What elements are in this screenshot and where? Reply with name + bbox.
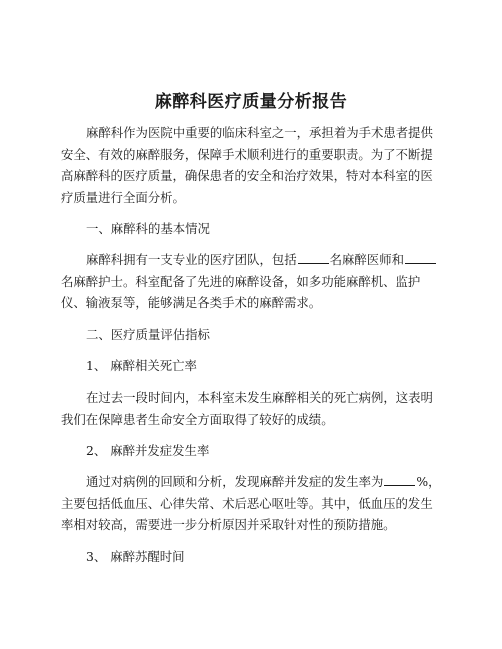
section2-heading: 二、医疗质量评估指标 (86, 327, 210, 342)
section1-paragraph (61, 249, 443, 314)
item2-heading: 2、 麻醉并发症发生率 (86, 443, 210, 458)
section1-text-part3: 名麻醉护士。科室配备了先进的麻醉设备，如多功能麻醉机、监护仪、输液泵等，能够满足各类手术的麻醉需求。 (61, 273, 421, 310)
item2-paragraph (61, 471, 443, 536)
section1-heading: 一、麻醉科的基本情况 (86, 221, 210, 236)
document-title: 麻醉科医疗质量分析报告 (154, 92, 348, 112)
fill-blank (384, 473, 415, 486)
item3-heading: 3、 麻醉苏醒时间 (86, 549, 185, 564)
section1-text-part2: 名麻醉医师和 (329, 252, 404, 267)
section1-text-part1: 麻醉科拥有一支专业的医疗团队，包括 (86, 252, 297, 267)
item1-paragraph: 在过去一段时间内，本科室未发生麻醉相关的死亡病例，这表明我们在保障患者生命安全方面取得了较好的成绩。 (61, 390, 433, 427)
intro-paragraph: 麻醉科作为医院中重要的临床科室之一，承担着为手术患者提供安全、有效的麻醉服务，保障手术顺利进行的重要职责。为了不断提高麻醉科的医疗质量，确保患者的安全和治疗效果，特对本科室的医疗质量进行全面分析。 (61, 125, 433, 205)
fill-blank (298, 251, 329, 264)
fill-blank (405, 251, 436, 264)
item2-text-part1: 通过对病例的回顾和分析，发现麻醉并发症的发生率为 (86, 474, 384, 489)
item1-heading: 1、 麻醉相关死亡率 (86, 358, 197, 373)
item2-text-part2: %，主要包括低血压、心律失常、术后恶心呕吐等。其中，低血压的发生率相对较高，需要进一步分析原因并采取针对性的预防措施。 (61, 474, 441, 532)
